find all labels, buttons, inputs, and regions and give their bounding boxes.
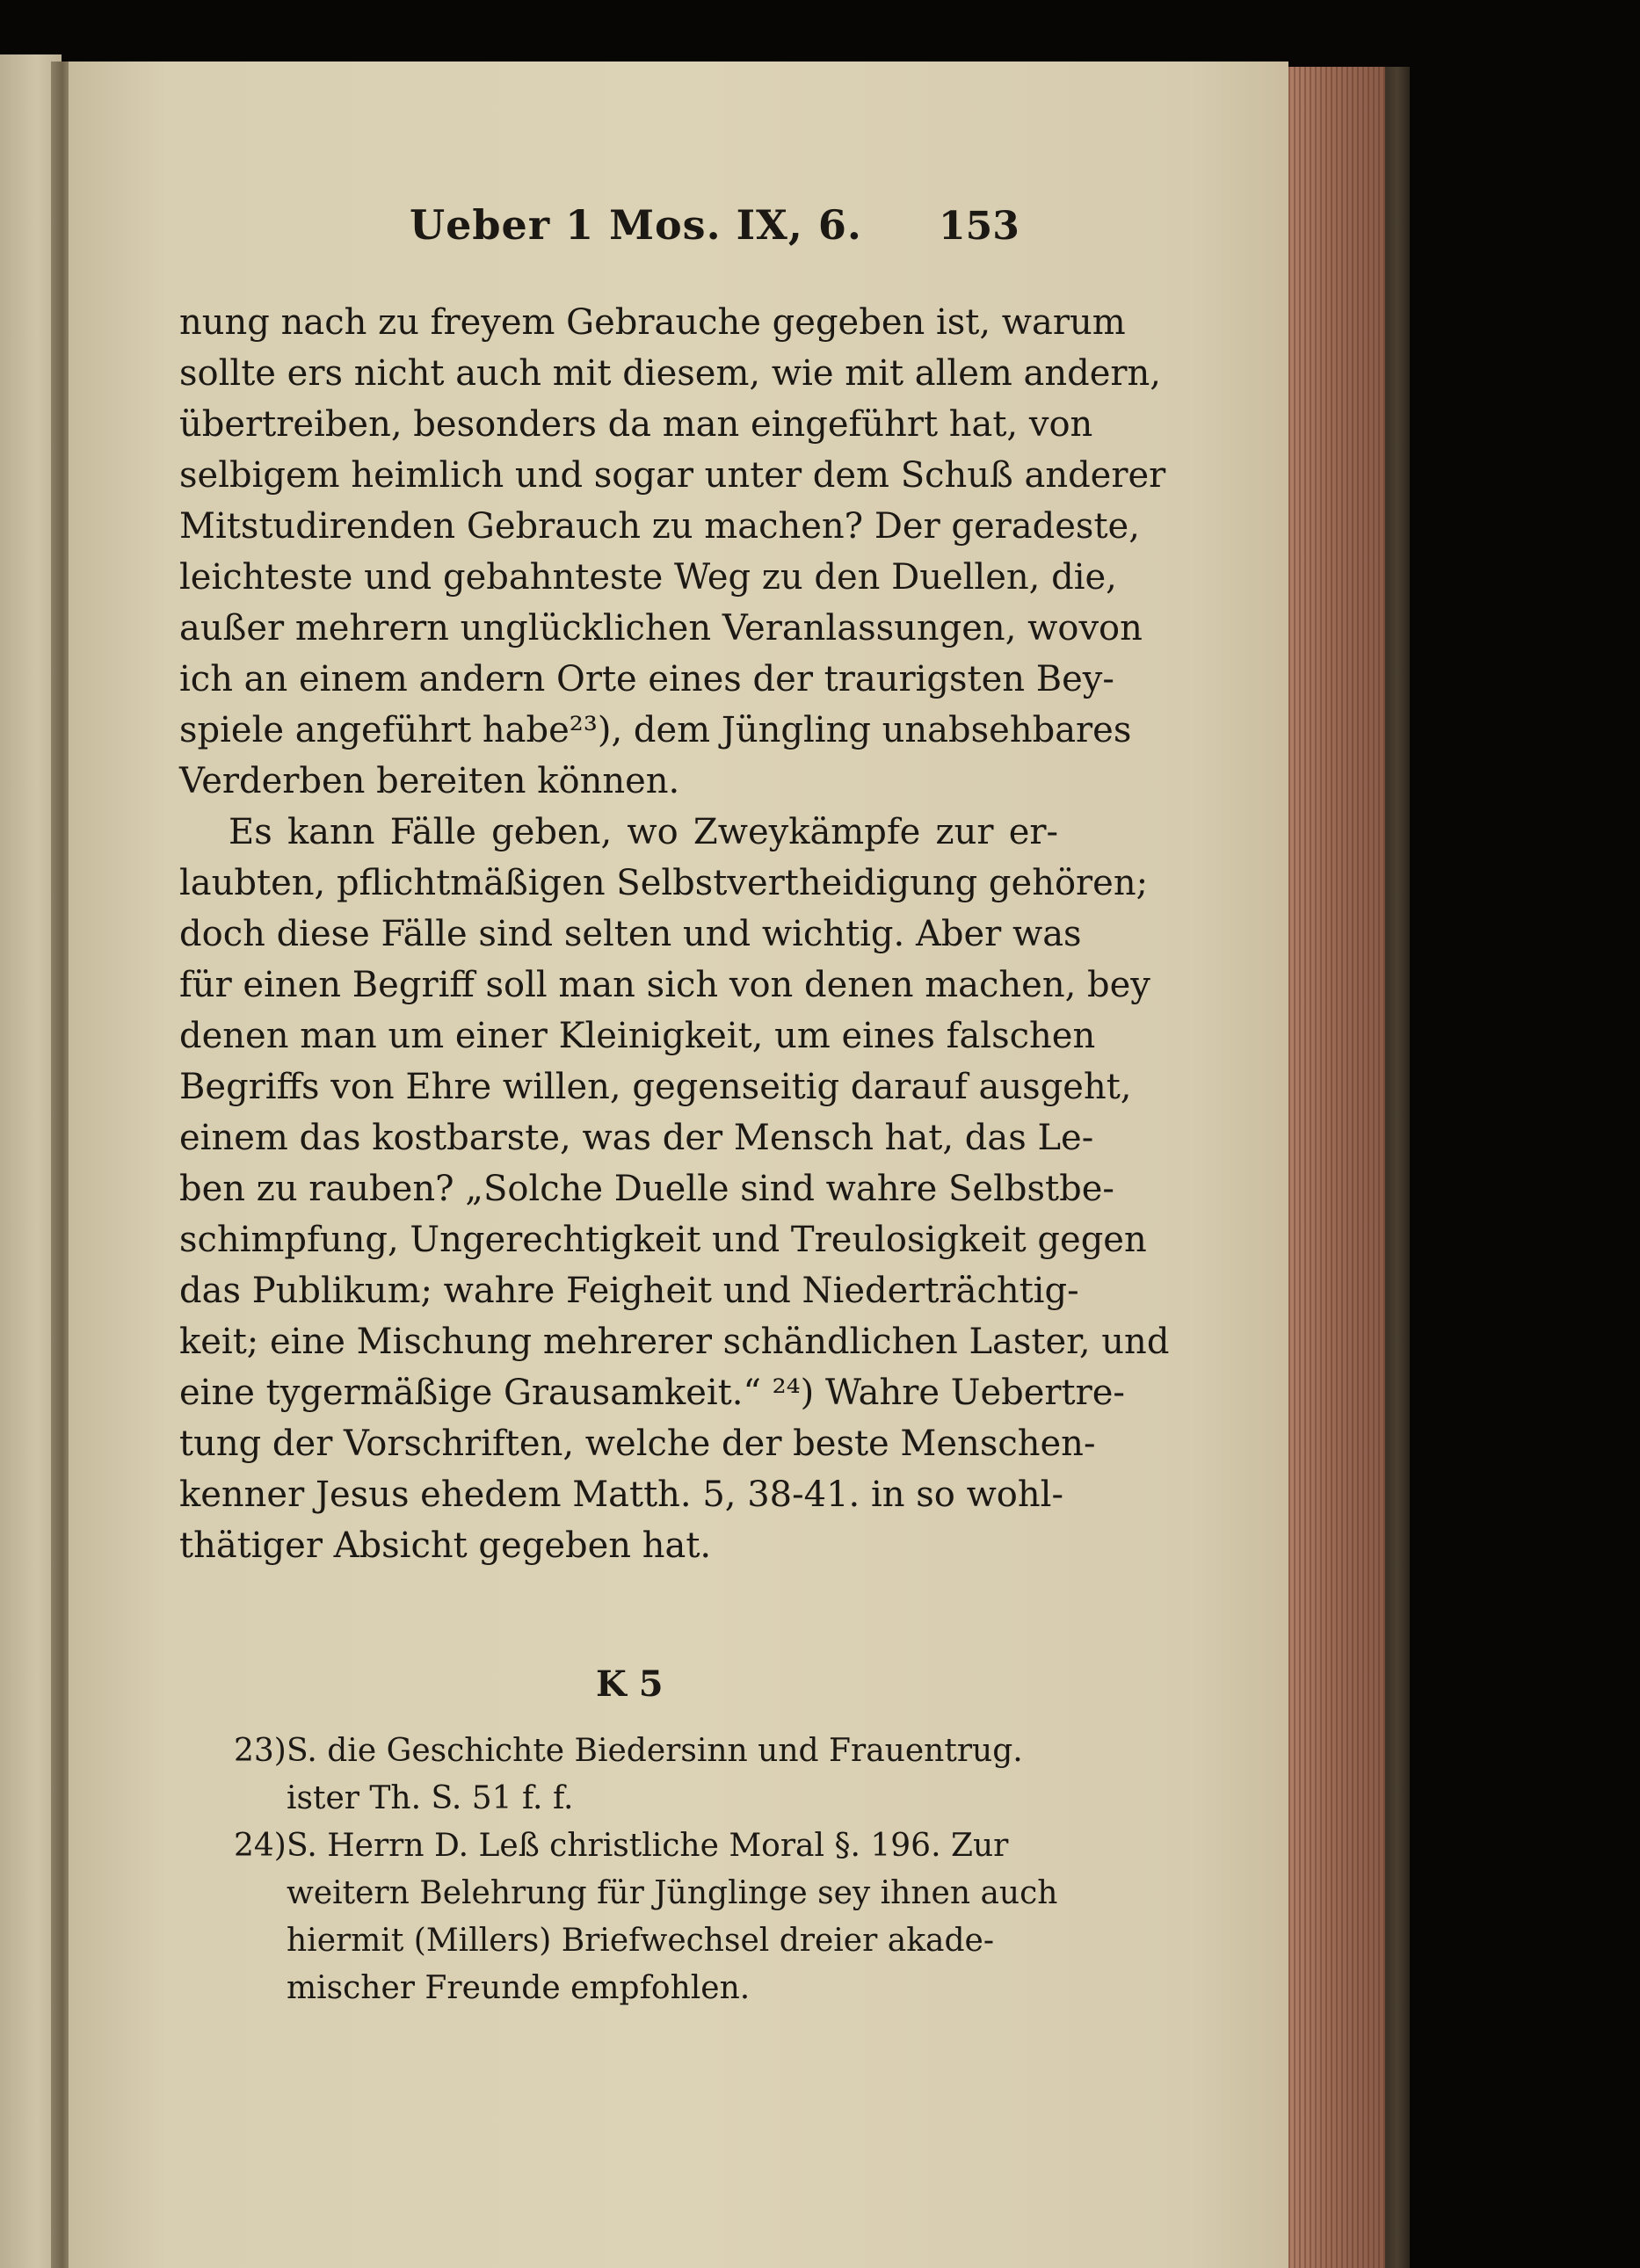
book-cover-edge (1385, 67, 1410, 2268)
footnote-line: mischer Freunde empfohlen. (287, 1970, 751, 2006)
footnote-line (234, 1822, 1113, 1870)
signature-line (179, 1659, 1058, 1710)
page-number: 153 (939, 204, 1020, 249)
text-line: selbigem heimlich und sogar unter dem Schuß anderer (179, 455, 1166, 496)
footnote-24 (234, 1822, 1113, 2012)
text-line: tung der Vorschriften, welche der beste Menschen- (179, 1424, 1096, 1464)
text-line: laubten, pflichtmäßigen Selbstvertheidigung gehören; (179, 863, 1149, 903)
footnote-line: hiermit (Millers) Briefwechsel dreier akade- (287, 1923, 994, 1959)
printer-signature: K 5 (596, 1663, 664, 1705)
footnote-number: 24) (234, 1828, 287, 1864)
text-line: Begriffs von Ehre willen, gegenseitig darauf ausgeht, (179, 1067, 1132, 1107)
text-line: spiele angeführt habe²³), dem Jüngling unabsehbares (179, 710, 1132, 750)
text-line: das Publikum; wahre Feigheit und Niederträchtig- (179, 1271, 1079, 1311)
text-line: eine tygermäßige Grausamkeit.“ ²⁴) Wahre Uebertre- (179, 1373, 1125, 1413)
footnote-text: S. die Geschichte Biedersinn und Frauentrug. (287, 1733, 1023, 1769)
page-block-edges (1288, 67, 1385, 2268)
text-line: ben zu rauben? „Solche Duelle sind wahre Selbstbe- (179, 1169, 1114, 1209)
text-line: sollte ers nicht auch mit diesem, wie mit allem andern, (179, 353, 1161, 394)
footnote-line (234, 1728, 1113, 1775)
text-line: schimpfung, Ungerechtigkeit und Treulosigkeit gegen (179, 1220, 1147, 1260)
text-line: Es kann Fälle geben, wo Zweykämpfe zur er- (229, 812, 1058, 852)
text-line: keit; eine Mischung mehrerer schändlichen Laster, und (179, 1322, 1170, 1362)
footnote-line: weitern Belehrung für Jünglinge sey ihnen auch (287, 1875, 1058, 1911)
footnote-23 (234, 1728, 1113, 1822)
text-line: nung nach zu freyem Gebrauche gegeben ist, warum (179, 302, 1126, 343)
text-line: doch diese Fälle sind selten und wichtig. Aber was (179, 914, 1082, 954)
text-line: ich an einem andern Orte eines der traurigsten Bey- (179, 659, 1114, 699)
text-line: Verderben bereiten können. (179, 761, 680, 801)
page-header (179, 199, 1058, 251)
text-line: thätiger Absicht gegeben hat. (179, 1525, 712, 1566)
running-head: Ueber 1 Mos. IX, 6. (410, 201, 862, 249)
footnote-line: ister Th. S. 51 f. f. (287, 1780, 574, 1816)
text-line: übertreiben, besonders da man eingeführt hat, von (179, 404, 1093, 445)
footnotes (234, 1728, 1113, 2012)
text-line: außer mehrern unglücklichen Veranlassungen, wovon (179, 608, 1143, 649)
text-line: für einen Begriff soll man sich von denen machen, bey (179, 965, 1150, 1005)
footnote-text: S. Herrn D. Leß christliche Moral §. 196. Zur (287, 1828, 1009, 1864)
text-line: Mitstudirenden Gebrauch zu machen? Der geradeste, (179, 506, 1140, 547)
body-text (179, 297, 1170, 1571)
text-line: einem das kostbarste, was der Mensch hat, das Le- (179, 1118, 1094, 1158)
text-line: kenner Jesus ehedem Matth. 5, 38-41. in so wohl- (179, 1475, 1063, 1515)
text-line: denen man um einer Kleinigkeit, um eines falschen (179, 1016, 1096, 1056)
text-line: leichteste und gebahnteste Weg zu den Duellen, die, (179, 557, 1117, 598)
footnote-number: 23) (234, 1733, 287, 1769)
